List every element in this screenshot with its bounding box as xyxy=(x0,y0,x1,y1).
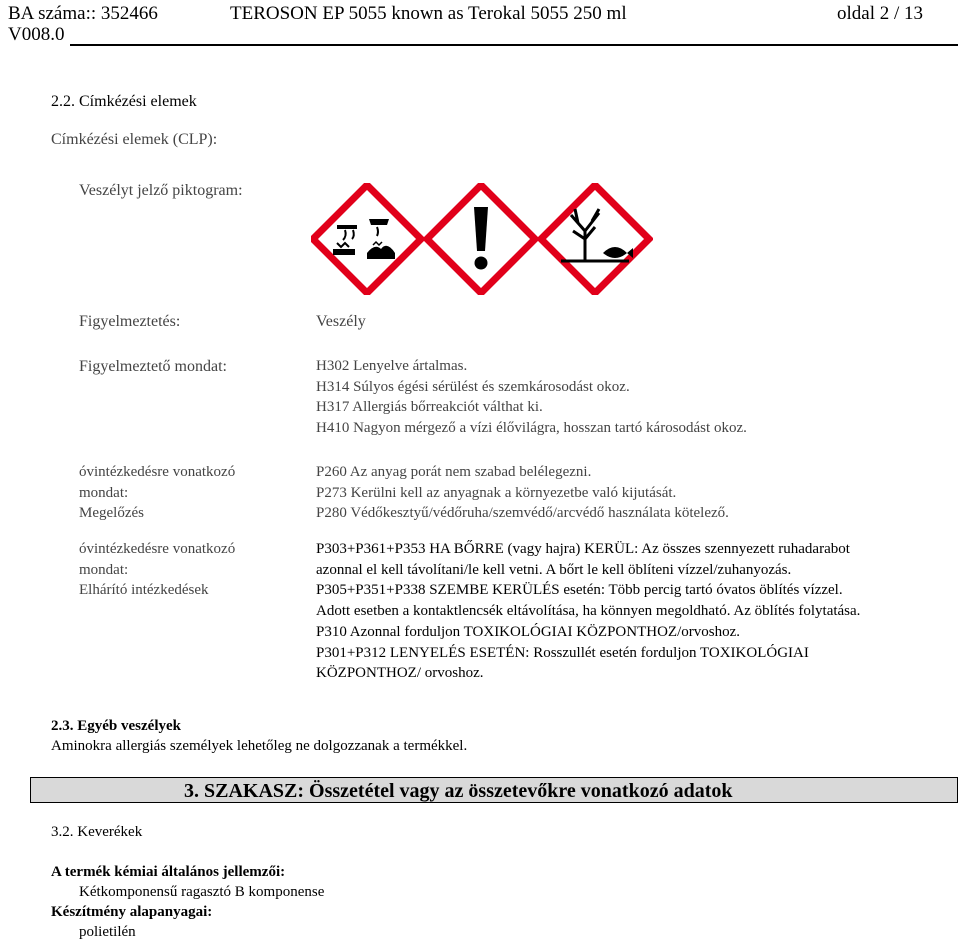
signal-word-label: Figyelmeztetés: xyxy=(79,313,181,330)
ghs-pictograms xyxy=(311,183,653,295)
precaution-statement: Adott esetben a kontaktlencsék eltávolítása, ha könnyen megoldható. Az öblítés folytatása. xyxy=(316,603,861,620)
chem-characteristics-value: Kétkomponensű ragasztó B komponense xyxy=(79,884,325,900)
section-2-3-text: Aminokra allergiás személyek lehetőleg ne dolgozzanak a termékkel. xyxy=(51,738,468,754)
section-2-2-heading: 2.2. Címkézési elemek xyxy=(51,93,197,110)
precaution-statement: P273 Kerülni kell az anyagnak a környezetbe való kijutását. xyxy=(316,484,677,501)
clp-label: Címkézési elemek (CLP): xyxy=(51,131,218,148)
precaution-statement: P303+P361+P353 HA BŐRRE (vagy hajra) KERÜL: Az összes szennyezett ruhadarabot xyxy=(316,541,850,557)
section-3-title: 3. SZAKASZ: Összetétel vagy az összetevőkre vonatkozó adatok xyxy=(184,780,733,802)
hazard-statement: H410 Nagyon mérgező a vízi élővilágra, hosszan tartó károsodást okoz. xyxy=(316,420,747,437)
precaution-statement: P310 Azonnal forduljon TOXIKOLÓGIAI KÖZPONTHOZ/orvoshoz. xyxy=(316,623,740,640)
page-number: oldal 2 / 13 xyxy=(837,3,924,24)
base-materials-value: polietilén xyxy=(79,924,136,940)
precaution-statement: P280 Védőkesztyű/védőruha/szemvédő/arcvédő használata kötelező. xyxy=(316,505,729,522)
precaution-statement: P301+P312 LENYELÉS ESETÉN: Rosszullét esetén forduljon TOXIKOLÓGIAI xyxy=(316,644,809,661)
exclamation-pictogram xyxy=(427,185,535,293)
corrosion-pictogram xyxy=(313,185,421,293)
signal-word: Veszély xyxy=(316,313,366,330)
base-materials-label: Készítmény alapanyagai: xyxy=(51,904,213,920)
environment-pictogram xyxy=(541,185,649,293)
product-name: TEROSON EP 5055 known as Terokal 5055 250 ml xyxy=(230,3,627,24)
hazard-label: Figyelmeztető mondat: xyxy=(79,358,227,375)
hazard-statement: H317 Allergiás bőrreakciót válthat ki. xyxy=(316,399,543,416)
precaution-statement: KÖZPONTHOZ/ orvoshoz. xyxy=(316,665,484,682)
response-label: óvintézkedésre vonatkozó mondat: Elhárító intézkedések xyxy=(79,541,236,599)
prevention-label: óvintézkedésre vonatkozó mondat: Megelőzés xyxy=(79,464,236,522)
hazard-statement: H314 Súlyos égési sérülést és szemkárosodást okoz. xyxy=(316,378,630,395)
precaution-statement: P305+P351+P338 SZEMBE KERÜLÉS esetén: Több percig tartó óvatos öblítés vízzel. xyxy=(316,582,843,599)
hazard-statement: H302 Lenyelve ártalmas. xyxy=(316,358,468,374)
precaution-statement: P260 Az anyag porát nem szabad belélegezni. xyxy=(316,464,592,480)
section-2-3-heading: 2.3. Egyéb veszélyek xyxy=(51,718,181,734)
chem-characteristics-label: A termék kémiai általános jellemzői: xyxy=(51,864,286,880)
document-id: BA száma:: 352466 xyxy=(8,3,158,24)
version-label: V008.0 xyxy=(8,24,65,45)
section-3-2-heading: 3.2. Keverékek xyxy=(51,824,143,840)
header-divider xyxy=(70,44,958,46)
precaution-statement: azonnal el kell távolítani/le kell vetni. A bőrt le kell öblíteni vízzel/zuhanyozás. xyxy=(316,561,792,578)
prevention-statements xyxy=(316,462,729,524)
response-statements xyxy=(316,539,860,684)
hazard-statements xyxy=(316,356,747,439)
pictogram-label: Veszélyt jelző piktogram: xyxy=(79,182,243,199)
